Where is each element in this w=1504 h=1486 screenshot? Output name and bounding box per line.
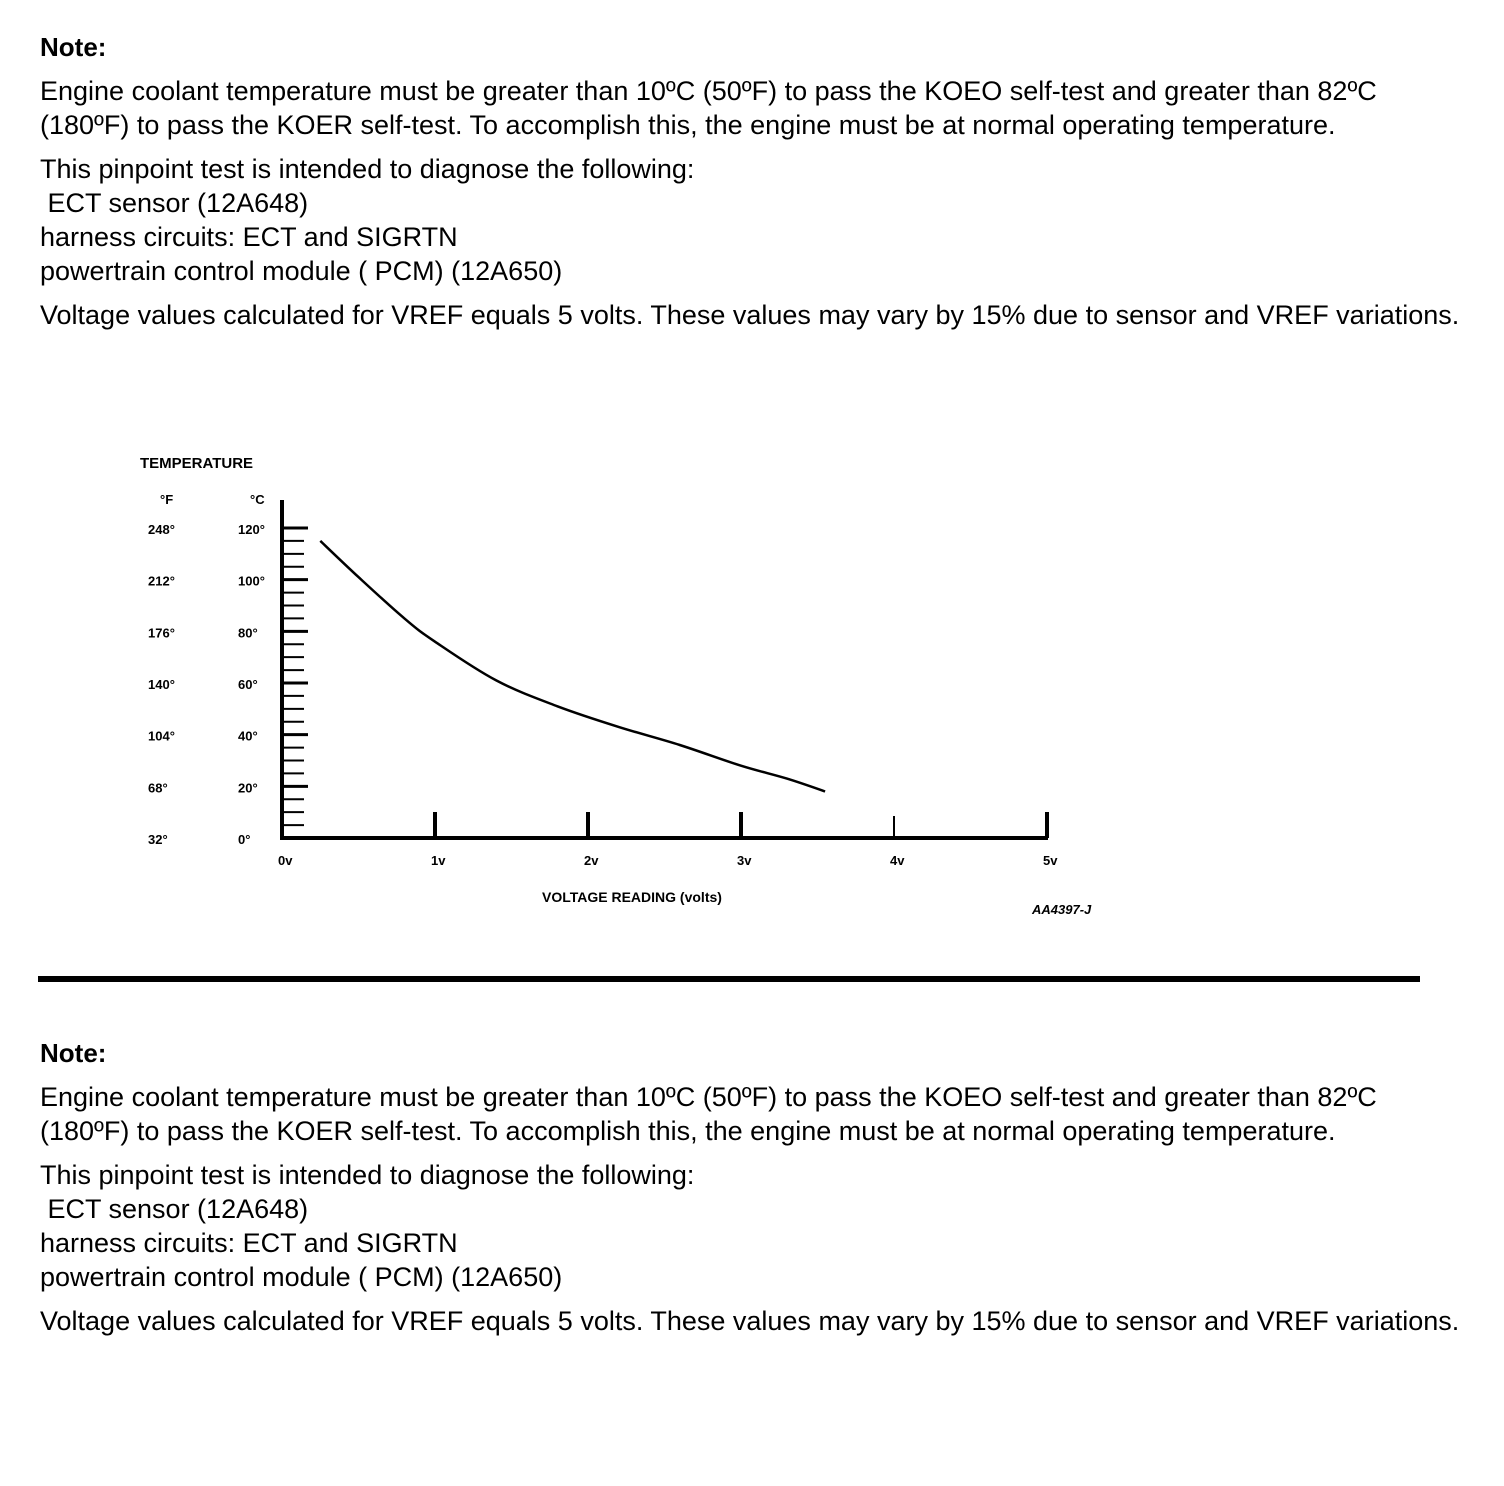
y-tick-label-f: 140° bbox=[148, 677, 175, 692]
y-tick-label-f: 248° bbox=[148, 522, 175, 537]
list-item: ECT sensor (12A648) bbox=[40, 188, 309, 218]
y-tick-label-c: 60° bbox=[238, 677, 258, 692]
coolant-temp-paragraph: Engine coolant temperature must be greater than 10ºC (50ºF) to pass the KOEO self-test and greater than 82ºC (180ºF) to pass the KOER self-test. To accomplish this, the engine must be at normal operating temperature. bbox=[40, 76, 1377, 140]
y-tick-label-f: 68° bbox=[148, 780, 168, 796]
list-item: powertrain control module ( PCM) (12A650) bbox=[40, 1262, 563, 1292]
fahrenheit-label: °F bbox=[160, 492, 174, 507]
chart-svg bbox=[120, 440, 1130, 940]
x-axis-label: VOLTAGE READING (volts) bbox=[542, 889, 722, 905]
list-item: harness circuits: ECT and SIGRTN bbox=[40, 222, 458, 252]
y-tick-label-f: 212° bbox=[148, 573, 175, 589]
y-tick-label-f: 176° bbox=[148, 625, 175, 641]
note-section-1 bbox=[40, 30, 1460, 342]
list-item: powertrain control module ( PCM) (12A650) bbox=[40, 256, 563, 286]
y-tick-label-f: 32° bbox=[148, 832, 168, 847]
y-tick-label-c: 120° bbox=[238, 522, 265, 537]
x-tick-label: 3v bbox=[737, 853, 752, 868]
y-tick-label-c: 20° bbox=[238, 780, 258, 796]
y-tick-label-c: 80° bbox=[238, 625, 258, 641]
chart-title: TEMPERATURE bbox=[140, 455, 254, 472]
diagnose-intro: This pinpoint test is intended to diagnose the following: bbox=[40, 1160, 695, 1190]
diagnose-intro: This pinpoint test is intended to diagnose the following: bbox=[40, 154, 695, 184]
celsius-label: °C bbox=[250, 492, 265, 507]
x-tick-label: 1v bbox=[431, 853, 446, 868]
note-title: Note: bbox=[40, 32, 107, 62]
series-line bbox=[320, 541, 825, 792]
list-item: ECT sensor (12A648) bbox=[40, 1194, 309, 1224]
x-tick-label: 0v bbox=[278, 853, 293, 868]
y-tick-label-c: 0° bbox=[238, 832, 251, 847]
list-item: harness circuits: ECT and SIGRTN bbox=[40, 1228, 458, 1258]
figure-code: AA4397-J bbox=[1032, 902, 1092, 917]
x-tick-label: 2v bbox=[584, 853, 599, 868]
temperature-voltage-chart bbox=[120, 440, 1130, 940]
y-tick-label-c: 40° bbox=[238, 728, 258, 744]
x-tick-label: 5v bbox=[1043, 853, 1058, 868]
diagnose-list bbox=[40, 1158, 1460, 1294]
vref-paragraph: Voltage values calculated for VREF equals 5 volts. These values may vary by 15% due to sensor and VREF variations. bbox=[40, 1306, 1460, 1336]
diagnose-list bbox=[40, 152, 1460, 288]
x-tick-label: 4v bbox=[890, 853, 905, 868]
coolant-temp-paragraph: Engine coolant temperature must be greater than 10ºC (50ºF) to pass the KOEO self-test and greater than 82ºC (180ºF) to pass the KOER self-test. To accomplish this, the engine must be at normal operating temperature. bbox=[40, 1082, 1377, 1146]
note-title: Note: bbox=[40, 1038, 107, 1068]
section-divider bbox=[38, 976, 1420, 982]
y-tick-label-c: 100° bbox=[238, 573, 265, 589]
note-section-2 bbox=[40, 1036, 1460, 1348]
vref-paragraph: Voltage values calculated for VREF equals 5 volts. These values may vary by 15% due to sensor and VREF variations. bbox=[40, 300, 1460, 330]
y-tick-label-f: 104° bbox=[148, 728, 175, 744]
